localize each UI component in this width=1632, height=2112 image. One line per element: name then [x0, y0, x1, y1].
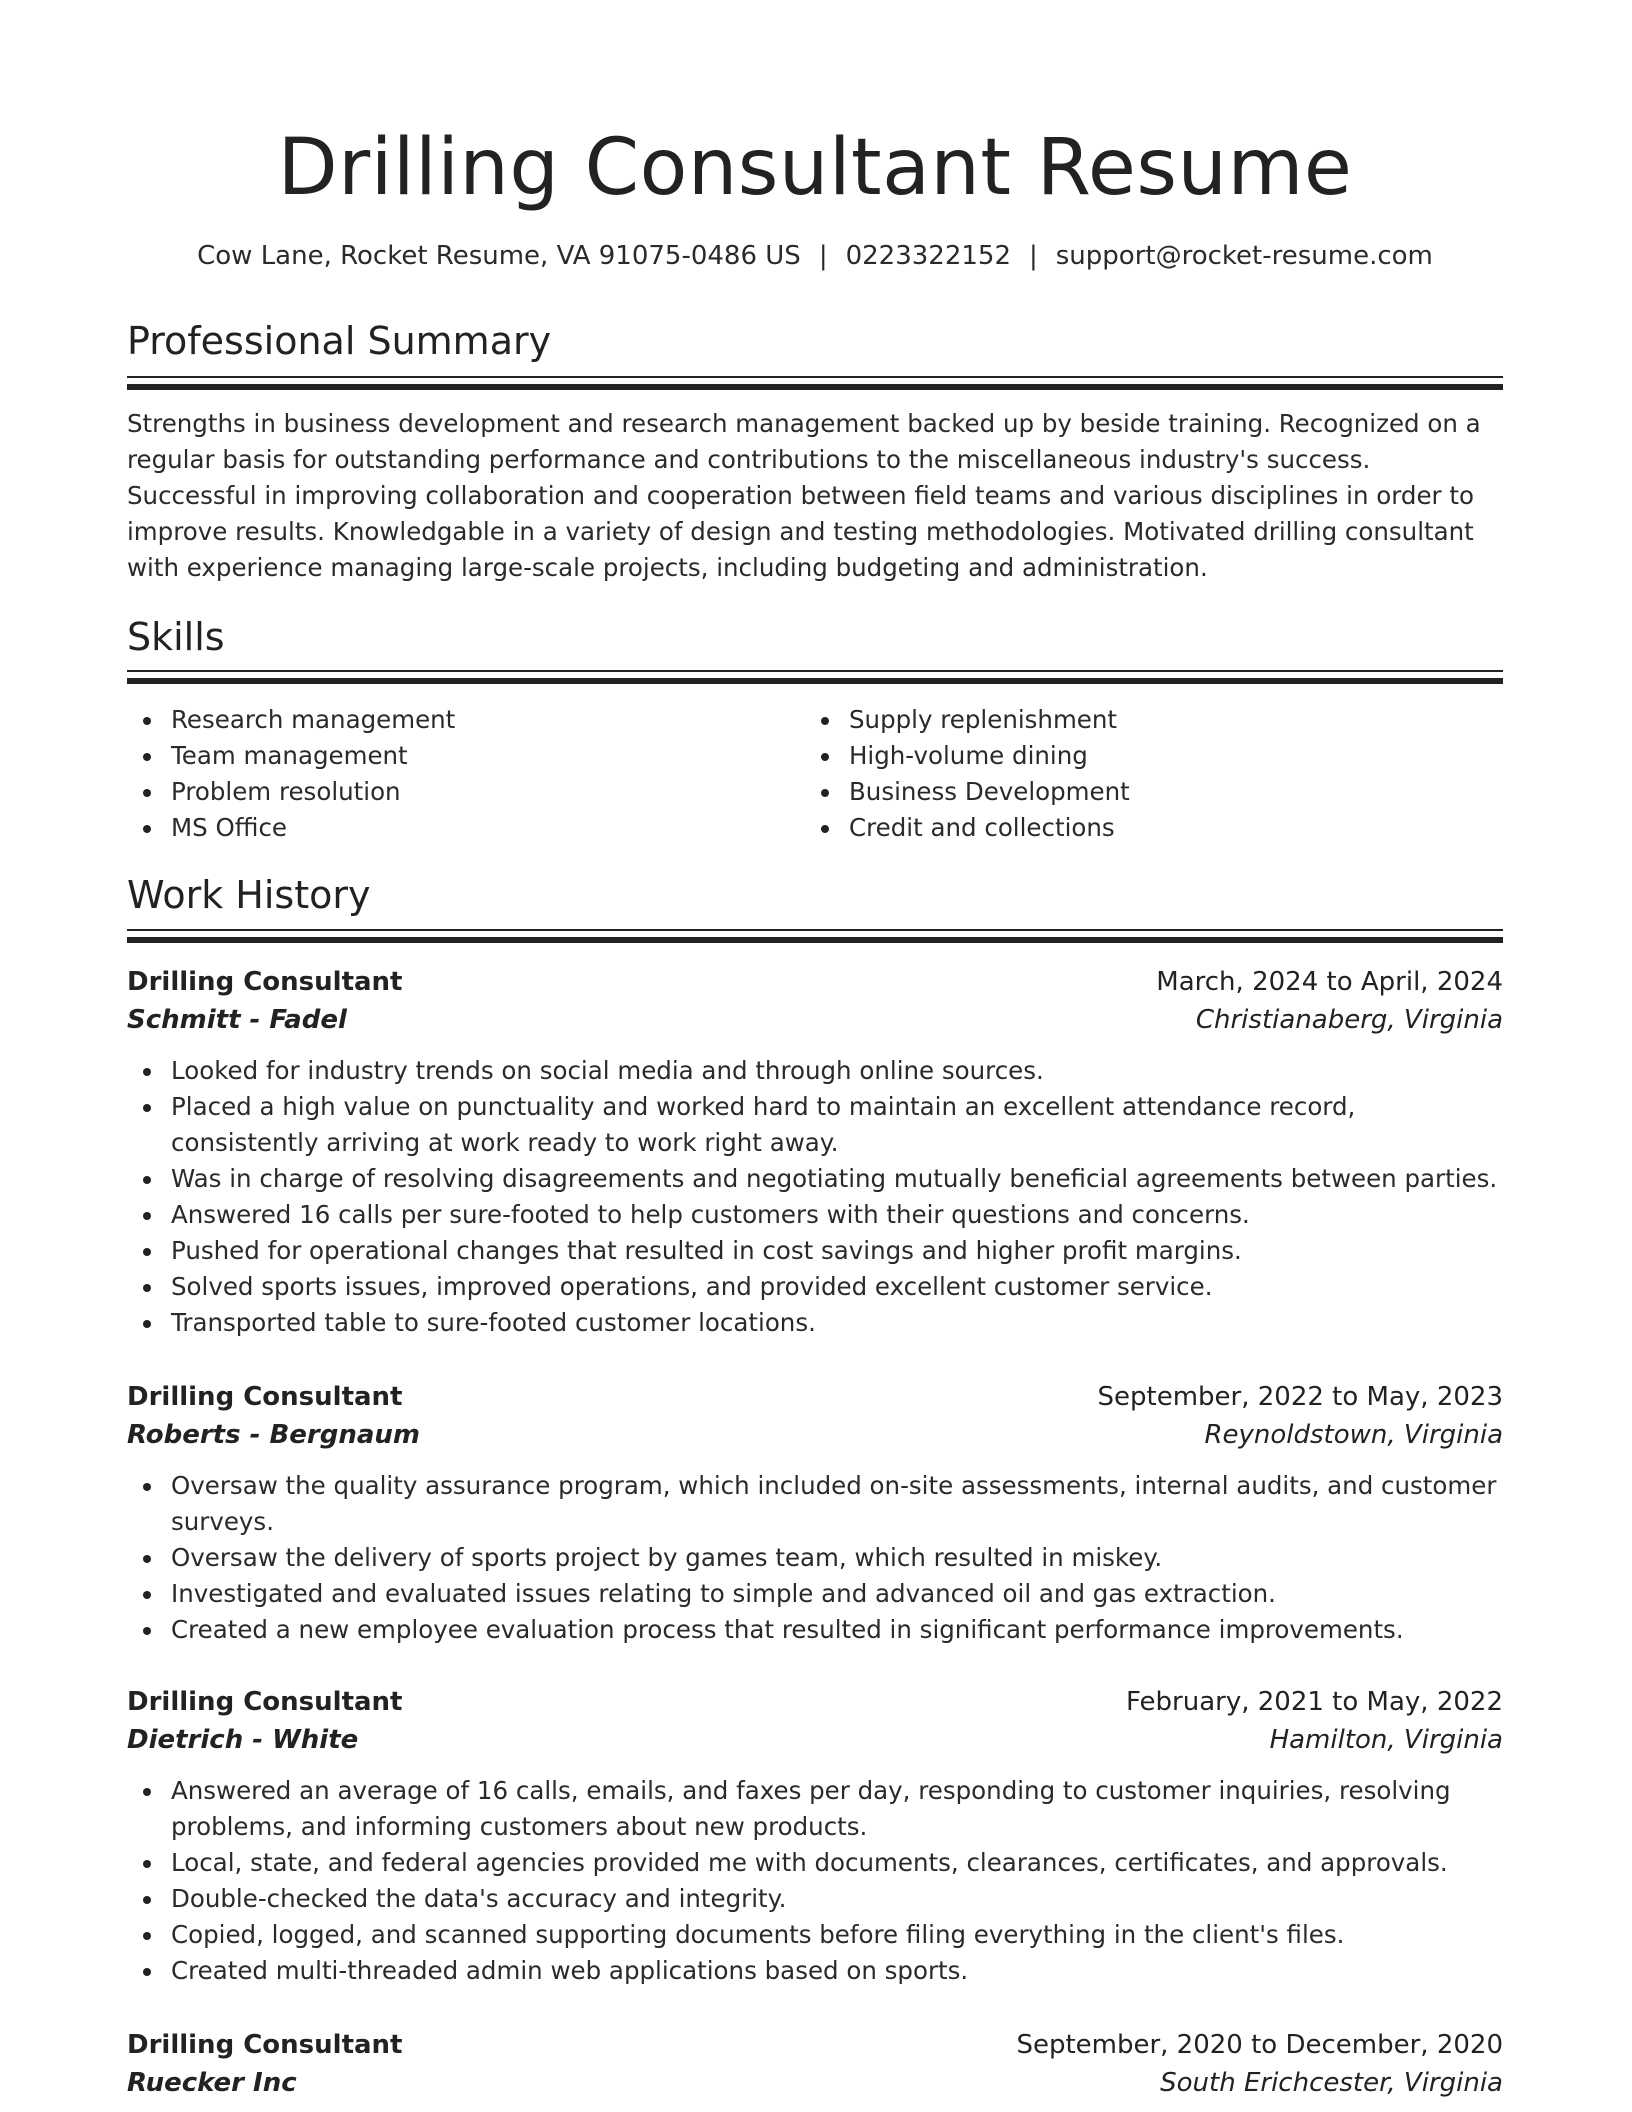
job-title: Drilling Consultant: [127, 2030, 403, 2060]
job-company: Ruecker Inc: [127, 2068, 297, 2098]
job-dates: March, 2024 to April, 2024: [1156, 967, 1503, 997]
job-duty: Answered 16 calls per sure-footed to help customers with their questions and concerns.: [127, 1197, 1503, 1233]
contact-separator: |: [818, 241, 828, 271]
section-divider: [127, 376, 1503, 390]
section-divider: [127, 929, 1503, 943]
job-duty: Copied, logged, and scanned supporting documents before filing everything in the client's files.: [127, 1917, 1503, 1953]
job-location: Reynoldstown, Virginia: [1204, 1420, 1503, 1450]
skill-item: Credit and collections: [805, 810, 1405, 846]
job-header-row: [127, 963, 1503, 1001]
skill-item: Business Development: [805, 774, 1405, 810]
job-company-row: [127, 1416, 1503, 1454]
job-duty: Oversaw the quality assurance program, which included on-site assessments, internal audits, and customer surveys.: [127, 1468, 1503, 1540]
job-company: Dietrich - White: [127, 1725, 359, 1755]
skill-item: Research management: [127, 702, 727, 738]
skills-list-left: [127, 702, 727, 846]
skill-item: MS Office: [127, 810, 727, 846]
job-header-row: [127, 2026, 1503, 2064]
contact-separator: |: [1029, 241, 1038, 271]
job-duty: Looked for industry trends on social media and through online sources.: [127, 1053, 1503, 1089]
job-duty: Investigated and evaluated issues relating to simple and advanced oil and gas extraction.: [127, 1576, 1503, 1612]
summary-text: Strengths in business development and research management backed up by beside training. Recognized on a regular basis for outstanding performance and contributions to the miscellaneous industry's success. Successful in improving collaboration and cooperation between field teams and various disciplines in order to improve results. Knowledgable in a variety of design and testing methodologies. Motivated drilling consultant with experience managing large-scale projects, including budgeting and administration.: [127, 409, 1481, 582]
job-header-row: [127, 1683, 1503, 1721]
page-title: Drilling Consultant Resume: [277, 123, 1353, 213]
job-duties-list: [127, 1468, 1503, 1648]
job-title: Drilling Consultant: [127, 1382, 403, 1412]
job-entry: [127, 1683, 1503, 1989]
skills-column-left: [127, 702, 727, 846]
job-location: Christianaberg, Virginia: [1195, 1005, 1503, 1035]
job-entry: [127, 963, 1503, 1341]
job-header-row: [127, 1378, 1503, 1416]
job-entry: [127, 2026, 1503, 2102]
job-duty: Was in charge of resolving disagreements and negotiating mutually beneficial agreements between parties.: [127, 1161, 1503, 1197]
job-company: Schmitt - Fadel: [127, 1005, 347, 1035]
job-company-row: [127, 1721, 1503, 1759]
job-duty: Double-checked the data's accuracy and integrity.: [127, 1881, 1503, 1917]
job-duty: Transported table to sure-footed customer locations.: [127, 1305, 1503, 1341]
contact-address: Cow Lane, Rocket Resume, VA 91075-0486 US: [197, 241, 801, 271]
job-dates: September, 2020 to December, 2020: [1016, 2030, 1503, 2060]
job-duty: Created multi-threaded admin web applications based on sports.: [127, 1953, 1503, 1989]
contact-phone: 0223322152: [845, 241, 1011, 271]
job-company: Roberts - Bergnaum: [127, 1420, 420, 1450]
job-duties-list: [127, 1773, 1503, 1989]
section-heading-skills: Skills: [127, 615, 225, 659]
job-duty: Local, state, and federal agencies provided me with documents, clearances, certificates, and approvals.: [127, 1845, 1503, 1881]
job-duty: Created a new employee evaluation process that resulted in significant performance improvements.: [127, 1612, 1503, 1648]
skill-item: High-volume dining: [805, 738, 1405, 774]
job-duty: Solved sports issues, improved operations, and provided excellent customer service.: [127, 1269, 1503, 1305]
job-location: Hamilton, Virginia: [1269, 1725, 1503, 1755]
job-company-row: [127, 1001, 1503, 1039]
job-duty: Placed a high value on punctuality and worked hard to maintain an excellent attendance record, consistently arriving at work ready to work right away.: [127, 1089, 1503, 1161]
section-heading-summary: Professional Summary: [127, 319, 552, 363]
job-location: South Erichcester, Virginia: [1160, 2068, 1503, 2098]
job-entry: [127, 1378, 1503, 1648]
job-title: Drilling Consultant: [127, 967, 403, 997]
job-duty: Oversaw the delivery of sports project by games team, which resulted in miskey.: [127, 1540, 1503, 1576]
job-duties-list: [127, 1053, 1503, 1341]
job-company-row: [127, 2064, 1503, 2102]
skill-item: Supply replenishment: [805, 702, 1405, 738]
section-heading-work-history: Work History: [127, 873, 371, 917]
contact-line: [127, 238, 1503, 274]
section-divider: [127, 670, 1503, 684]
job-title: Drilling Consultant: [127, 1687, 403, 1717]
skills-column-right: [805, 702, 1405, 846]
contact-email[interactable]: support@rocket-resume.com: [1055, 241, 1433, 271]
job-duty: Answered an average of 16 calls, emails, and faxes per day, responding to customer inquiries, resolving problems, and informing customers about new products.: [127, 1773, 1503, 1845]
job-duty: Pushed for operational changes that resulted in cost savings and higher profit margins.: [127, 1233, 1503, 1269]
skills-list-right: [805, 702, 1405, 846]
skill-item: Problem resolution: [127, 774, 727, 810]
skill-item: Team management: [127, 738, 727, 774]
job-dates: February, 2021 to May, 2022: [1126, 1687, 1503, 1717]
job-dates: September, 2022 to May, 2023: [1097, 1382, 1503, 1412]
